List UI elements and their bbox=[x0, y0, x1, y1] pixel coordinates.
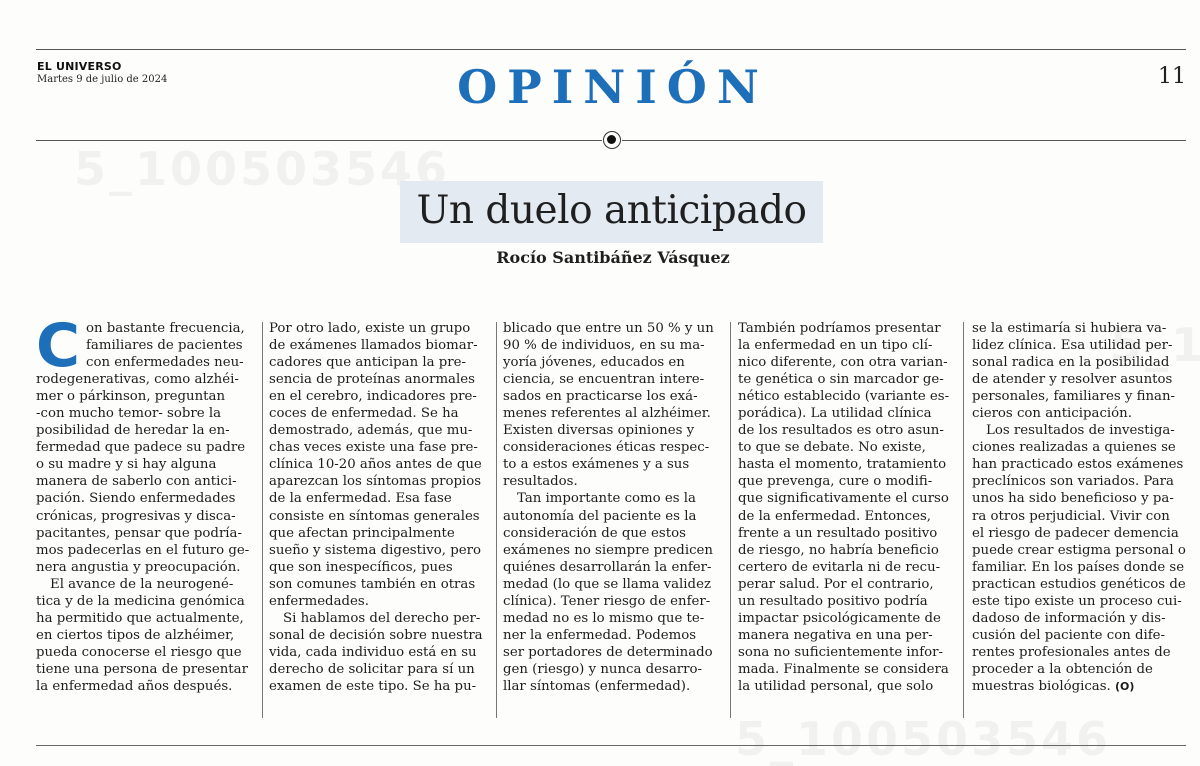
article-text-line: tica y de la medicina genómica bbox=[36, 593, 245, 609]
article-text-line: de los resultados es otro asun- bbox=[738, 423, 944, 439]
article-text-line: aparezcan los síntomas propios bbox=[269, 474, 482, 490]
article-text-line: ser portadores de determinado bbox=[503, 644, 713, 660]
article-text-line: derecho de solicitar para sí un bbox=[269, 661, 475, 677]
article-text-line: chas veces existe una fase pre- bbox=[269, 440, 478, 456]
article-text-line: consiste en síntomas generales bbox=[269, 508, 480, 524]
article-text-line: manera de saberlo con antici- bbox=[36, 474, 237, 490]
article-text-line: sona no suficientemente infor- bbox=[738, 644, 944, 660]
article-text-line: on bastante frecuencia, bbox=[86, 321, 245, 336]
article-headline: Un duelo anticipado bbox=[416, 188, 807, 233]
article-text-line: fermedad que padece su padre bbox=[36, 440, 246, 456]
article-text-line: mada. Finalmente se considera bbox=[738, 661, 949, 677]
end-of-article-mark: (O) bbox=[1115, 679, 1135, 693]
drop-cap: C bbox=[36, 320, 81, 381]
article-text-line: 90 % de individuos, en su ma- bbox=[503, 338, 705, 354]
article-text-line: la enfermedad en un tipo clí- bbox=[738, 338, 933, 354]
article-text-line: clínica). Tener riesgo de enfer- bbox=[503, 593, 711, 609]
article-text-line: ra otros perjudicial. Vivir con bbox=[972, 508, 1170, 524]
article-text-line: manera negativa en una per- bbox=[738, 627, 933, 643]
article-text-line: pación. Siendo enfermedades bbox=[36, 491, 236, 507]
article-text-line: te genética o sin marcador ge- bbox=[738, 372, 944, 388]
separator-rule-left bbox=[36, 140, 602, 141]
article-text-line: quiénes desarrollarán la enfer- bbox=[503, 559, 712, 575]
article-text-line: cusión del paciente con dife- bbox=[972, 627, 1166, 643]
article-text-line: con enfermedades neu- bbox=[86, 355, 244, 371]
article-text-line: ciencia, se encuentran intere- bbox=[503, 372, 705, 388]
article-text-line: resultados. bbox=[503, 474, 578, 490]
article-text-line: menes referentes al alzhéimer. bbox=[503, 406, 711, 422]
article-text-line: Existen diversas opiniones y bbox=[503, 423, 695, 439]
article-text-line: yoría jóvenes, educados en bbox=[503, 355, 685, 371]
article-column-5 bbox=[972, 320, 1194, 722]
section-title: OPINIÓN bbox=[457, 60, 769, 114]
article-text-line: ciones realizadas a quienes se bbox=[972, 440, 1176, 456]
article-text-line: de la enfermedad. Entonces, bbox=[738, 508, 932, 524]
article-text-line: personales, familiares y finan- bbox=[972, 389, 1176, 405]
article-text-line: to a estos exámenes y a sus bbox=[503, 457, 690, 473]
article-body bbox=[36, 320, 1186, 722]
article-text-line: ha permitido que actualmente, bbox=[36, 610, 244, 626]
article-text-line: mer o párkinson, preguntan bbox=[36, 389, 226, 405]
article-text-line: rentes profesionales antes de bbox=[972, 644, 1171, 660]
article-text-line: nera angustia y preocupación. bbox=[36, 559, 241, 575]
article-text-line: sados en practicarse los exá- bbox=[503, 389, 698, 405]
article-text-line: la utilidad personal, que solo bbox=[738, 678, 934, 694]
article-text-line: de riesgo, no habría beneficio bbox=[738, 542, 939, 558]
column-divider bbox=[262, 322, 263, 718]
article-text-line: pacitantes, pensar que podría- bbox=[36, 525, 242, 541]
article-text-line: Tan importante como es la bbox=[517, 491, 696, 507]
article-text-line: medad no es lo mismo que te- bbox=[503, 610, 705, 626]
article-text-line: un resultado positivo podría bbox=[738, 593, 928, 609]
article-text-line: familiares de pacientes bbox=[86, 338, 243, 354]
article-text-line: sonal de decisión sobre nuestra bbox=[269, 627, 483, 643]
article-text-line: familiar. En los países donde se bbox=[972, 559, 1185, 575]
column-divider bbox=[730, 322, 731, 718]
page-number: 11 bbox=[1158, 64, 1186, 89]
newspaper-name: EL UNIVERSO bbox=[37, 60, 122, 73]
article-text-line: practican estudios genéticos de bbox=[972, 576, 1186, 592]
article-text-line: Si hablamos del derecho per- bbox=[283, 610, 481, 626]
article-text-line: -con mucho temor- sobre la bbox=[36, 406, 222, 422]
article-column-2 bbox=[269, 320, 491, 722]
article-text-line: crónicas, progresivas y disca- bbox=[36, 508, 236, 524]
article-text-line: certero de evitarla ni de recu- bbox=[738, 559, 941, 575]
article-text-line: tiene una persona de presentar bbox=[36, 661, 248, 677]
publication-date: Martes 9 de julio de 2024 bbox=[37, 74, 168, 85]
article-text-line: llar síntomas (enfermedad). bbox=[503, 678, 691, 694]
article-text-line: proceder a la obtención de bbox=[972, 661, 1153, 677]
article-text-line: impactar psicológicamente de bbox=[738, 610, 941, 626]
article-text-line: en el cerebro, indicadores pre- bbox=[269, 389, 477, 405]
article-text-line: clínica 10-20 años antes de que bbox=[269, 457, 482, 473]
article-text-line: Los resultados de investiga- bbox=[986, 423, 1175, 439]
separator-rule-right bbox=[622, 140, 1186, 141]
article-text-line: que son inespecíficos, pues bbox=[269, 559, 453, 575]
article-column-1 bbox=[36, 320, 256, 722]
bottom-rule bbox=[36, 745, 1186, 746]
article-text-line: nético establecido (variante es- bbox=[738, 389, 950, 405]
article-text-line: dadoso de información y dis- bbox=[972, 610, 1166, 626]
top-rule bbox=[36, 49, 1186, 50]
article-text-line: consideraciones éticas respec- bbox=[503, 440, 710, 456]
article-text-line: sonal radica en la posibilidad bbox=[972, 355, 1170, 371]
article-text-line: gen (riesgo) y nunca desarro- bbox=[503, 661, 702, 677]
article-text-line: la enfermedad años después. bbox=[36, 678, 233, 694]
article-text-line: muestras biológicas. (O) bbox=[972, 678, 1135, 694]
article-text-line: to que se debate. No existe, bbox=[738, 440, 926, 456]
article-text-line: enfermedades. bbox=[269, 593, 369, 609]
article-text-line: de atender y resolver asuntos bbox=[972, 372, 1173, 388]
article-text-line: de la enfermedad. Esa fase bbox=[269, 491, 452, 507]
article-text-line: cadores que anticipan la pre- bbox=[269, 355, 466, 371]
article-text-line: de exámenes llamados biomar- bbox=[269, 338, 478, 354]
article-text-line: rodegenerativas, como alzhéi- bbox=[36, 372, 239, 388]
article-text-line: posibilidad de heredar la en- bbox=[36, 423, 230, 439]
article-text-line: vida, cada individuo está en su bbox=[269, 644, 477, 660]
article-text-line: preclínicos son variados. Para bbox=[972, 474, 1174, 490]
article-text-line: examen de este tipo. Se ha pu- bbox=[269, 678, 477, 694]
article-text-line: medad (lo que se llama validez bbox=[503, 576, 711, 592]
article-text-line: sueño y sistema digestivo, pero bbox=[269, 542, 481, 558]
article-text-line: mos padecerlas en el futuro ge- bbox=[36, 542, 250, 558]
article-text-line: El avance de la neurogené- bbox=[50, 576, 234, 592]
article-text-line: perar salud. Por el contrario, bbox=[738, 576, 934, 592]
article-column-4 bbox=[738, 320, 960, 722]
article-text-line: consideración de que estos bbox=[503, 525, 686, 541]
article-text-line: pueda conocerse el riesgo que bbox=[36, 644, 242, 660]
article-text-line: que prevenga, cure o modifi- bbox=[738, 474, 933, 490]
article-text-line: cieros con anticipación. bbox=[972, 406, 1132, 422]
article-text-line: autonomía del paciente es la bbox=[503, 508, 697, 524]
article-text-line: hasta el momento, tratamiento bbox=[738, 457, 947, 473]
article-text-line: lidez clínica. Esa utilidad per- bbox=[972, 338, 1173, 354]
article-column-3 bbox=[503, 320, 725, 722]
article-text-line: unos ha sido beneficioso y pa- bbox=[972, 491, 1174, 507]
article-text-line: exámenes no siempre predicen bbox=[503, 542, 713, 558]
article-text-line: el riesgo de padecer demencia bbox=[972, 525, 1179, 541]
article-text-line: coces de enfermedad. Se ha bbox=[269, 406, 459, 422]
column-divider bbox=[496, 322, 497, 718]
article-text-line: Por otro lado, existe un grupo bbox=[269, 321, 471, 336]
article-text-line: demostrado, además, que mu- bbox=[269, 423, 473, 439]
article-text-line: frente a un resultado positivo bbox=[738, 525, 938, 541]
article-text-line: que significativamente el curso bbox=[738, 491, 949, 507]
article-text-line: se la estimaría si hubiera va- bbox=[972, 321, 1167, 336]
article-text-line: han practicado estos exámenes bbox=[972, 457, 1184, 473]
article-text-line: o su madre y si hay alguna bbox=[36, 457, 217, 473]
article-text-line: en ciertos tipos de alzhéimer, bbox=[36, 627, 235, 643]
article-text-line: También podríamos presentar bbox=[738, 321, 941, 336]
article-text-line: este tipo existe un proceso cui- bbox=[972, 593, 1182, 609]
watermark-top bbox=[74, 142, 450, 196]
article-text-line: porádica). La utilidad clínica bbox=[738, 406, 932, 422]
article-text-line: son comunes también en otras bbox=[269, 576, 476, 592]
article-text-line: que afectan principalmente bbox=[269, 525, 455, 541]
article-text-line: sencia de proteínas anormales bbox=[269, 372, 475, 388]
article-text-line: blicado que entre un 50 % y un bbox=[503, 321, 714, 336]
article-text-line: puede crear estigma personal o bbox=[972, 542, 1186, 558]
article-text-line: ner la enfermedad. Podemos bbox=[503, 627, 697, 643]
article-text-line: nico diferente, con otra varian- bbox=[738, 355, 948, 371]
circle-ornament-icon bbox=[603, 131, 621, 149]
article-byline: Rocío Santibáñez Vásquez bbox=[496, 248, 730, 267]
column-divider bbox=[963, 322, 964, 718]
